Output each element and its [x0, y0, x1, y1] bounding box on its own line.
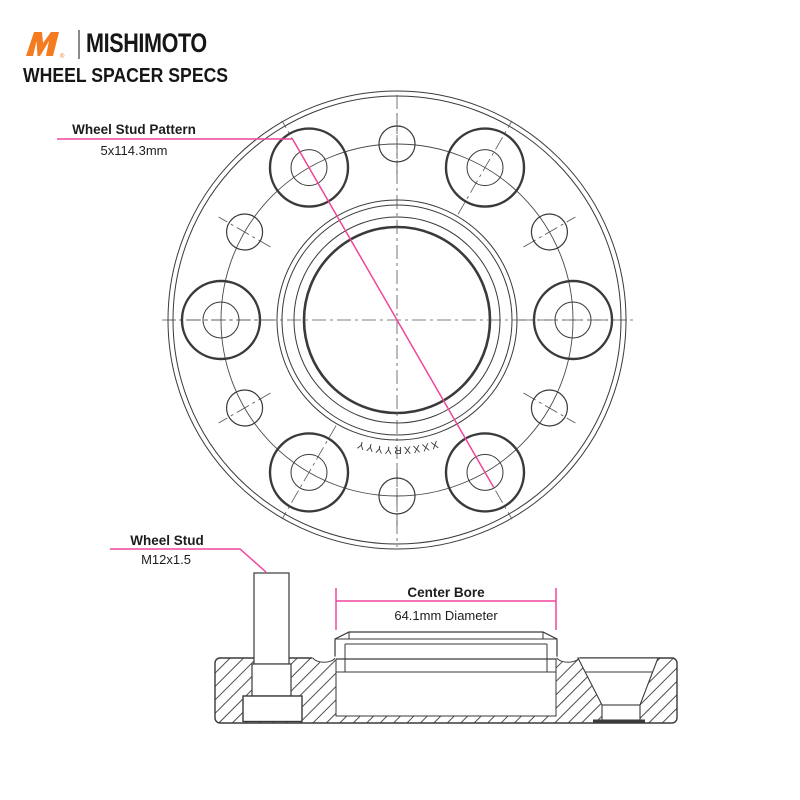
side-view-drawing: [110, 533, 677, 724]
wheel-stud-label: Wheel Stud: [130, 533, 204, 548]
engraved-part-number: XXXXRYYYY: [354, 437, 440, 457]
front-view-drawing: [57, 91, 633, 549]
through-hole-bottom-edge: [593, 720, 645, 724]
wheel-stud-pattern-leader-line: [57, 139, 494, 487]
wheel-stud-pattern-label: Wheel Stud Pattern: [72, 122, 196, 137]
wheel-stud-pattern-value: 5x114.3mm: [100, 143, 168, 158]
countersink-through-hole: [602, 705, 640, 722]
page-title: WHEEL SPACER SPECS: [23, 64, 229, 87]
registered-mark: ®: [60, 54, 65, 60]
hole-centerline: [458, 121, 512, 215]
brand-wordmark: MISHIMOTO: [86, 28, 207, 58]
wheel-stud-head: [243, 696, 302, 722]
center-bore-cavity: [336, 659, 556, 717]
center-bore-value: 64.1mm Diameter: [394, 608, 498, 623]
center-bore-label: Center Bore: [407, 585, 485, 600]
wheel-stud-shank: [254, 573, 289, 664]
hub-centric-lip: [335, 632, 557, 659]
wheel-stud-value: M12x1.5: [141, 552, 191, 567]
wheel-stud-knurl: [252, 664, 291, 696]
